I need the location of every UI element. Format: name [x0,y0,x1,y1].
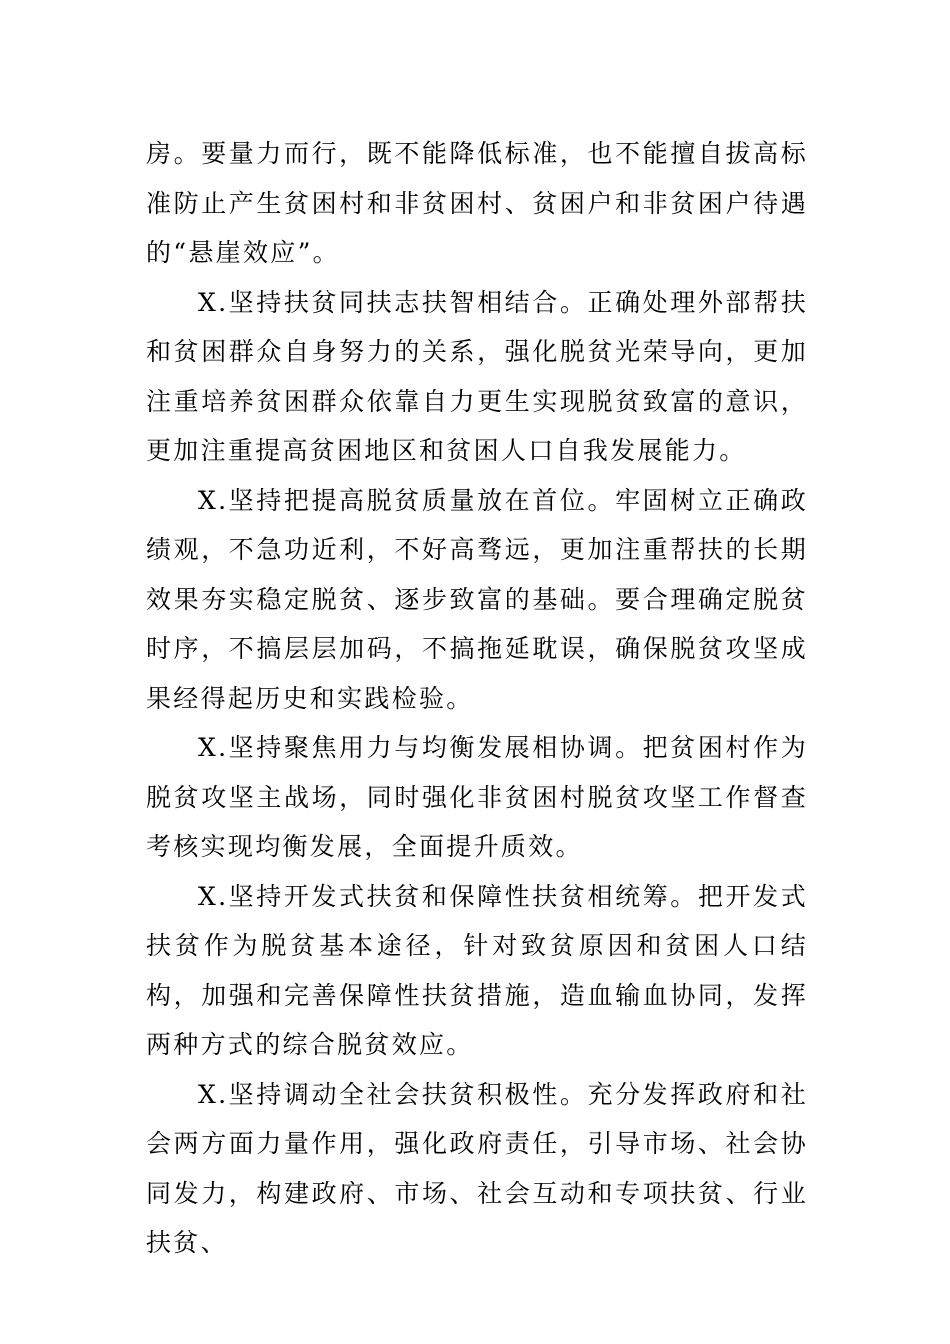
document-body [146,129,808,1268]
paragraph-development-and-security: X.坚持开发式扶贫和保障性扶贫相统筹。把开发式扶贫作为脱贫基本途径，针对致贫原因和贫困人口结构，加强和完善保障性扶贫措施，造血输血协同，发挥两种方式的综合脱贫效应。 [146,881,808,1059]
paragraph-poverty-quality: X.坚持把提高脱贫质量放在首位。牢固树立正确政绩观，不急功近利，不好高骛远，更加注重帮扶的长期效果夯实稳定脱贫、逐步致富的基础。要合理确定脱贫时序，不搞层层加码，不搞拖延耽误，确保脱贫攻坚成果经得起历史和实践检验。 [146,485,808,713]
paragraph-continuation: 房。要量力而行，既不能降低标准，也不能擅自拔高标准防止产生贫困村和非贫困村、贫困户和非贫困户待遇的“悬崖效应”。 [146,139,808,267]
paragraph-poverty-and-aspiration: X.坚持扶贫同扶志扶智相结合。正确处理外部帮扶和贫困群众自身努力的关系，强化脱贫光荣导向，更加注重培养贫困群众依靠自力更生实现脱贫致富的意识，更加注重提高贫困地区和贫困人口自我发展能力。 [146,287,808,465]
paragraph-social-participation: X.坚持调动全社会扶贫积极性。充分发挥政府和社会两方面力量作用，强化政府责任，引导市场、社会协同发力，构建政府、市场、社会互动和专项扶贫、行业扶贫、 [146,1079,808,1257]
paragraph-balanced-development: X.坚持聚焦用力与均衡发展相协调。把贫困村作为脱贫攻坚主战场，同时强化非贫困村脱贫攻坚工作督查考核实现均衡发展，全面提升质效。 [146,733,808,861]
